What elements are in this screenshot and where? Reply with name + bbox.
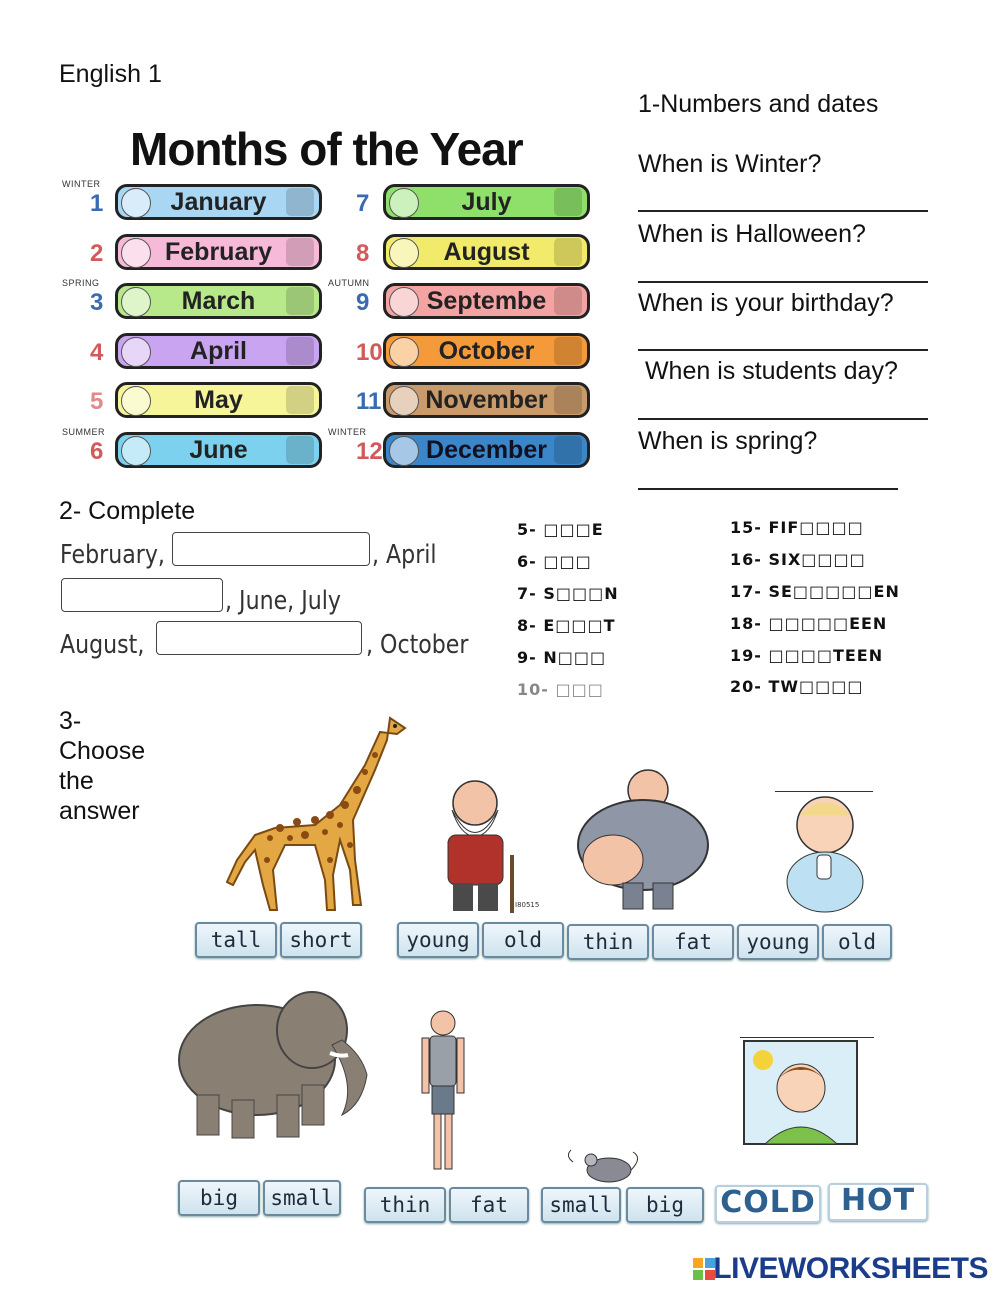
month-number: 3 [90, 289, 104, 316]
number-spelling-panel [515, 515, 995, 699]
month-name: February [165, 237, 272, 266]
number-item-19: 19- □□□□TEEN [730, 646, 884, 665]
number-item-10: 10- □□□ [517, 680, 604, 699]
month-number: 9 [356, 289, 370, 316]
month-decoration-icon [554, 287, 582, 315]
choice-cold[interactable]: COLD [715, 1185, 821, 1223]
month-name: November [425, 386, 548, 414]
month-name: January [170, 188, 267, 216]
cloze-input-march[interactable] [172, 532, 370, 566]
month-number: 11 [356, 388, 382, 415]
month-decoration-icon [121, 337, 151, 367]
month-decoration-icon [389, 188, 419, 218]
divider-line [775, 791, 873, 792]
month-name: October [438, 336, 535, 365]
month-decoration-icon [286, 386, 314, 414]
choice-small[interactable]: small [263, 1180, 341, 1216]
page-title: English 1 [59, 60, 162, 88]
month-decoration-icon [286, 238, 314, 266]
month-decoration-icon [389, 436, 419, 466]
month-decoration-icon [554, 238, 582, 266]
month-season-label: SPRING [62, 278, 100, 288]
months-chart-title: Months of the Year [130, 123, 523, 175]
choice-short[interactable]: short [280, 922, 362, 958]
choice-small[interactable]: small [541, 1187, 621, 1223]
old-man-image [420, 775, 560, 915]
month-number: 1 [90, 190, 104, 217]
choice-fat[interactable]: fat [652, 924, 734, 960]
month-decoration-icon [554, 436, 582, 464]
cloze-text-february: February, [60, 540, 165, 570]
boy-image [743, 1040, 858, 1145]
month-decoration-icon [121, 287, 151, 317]
choice-old[interactable]: old [822, 924, 892, 960]
choice-thin[interactable]: thin [364, 1187, 446, 1223]
month-season-label: SUMMER [62, 426, 105, 437]
cloze-text-august: August, [60, 630, 145, 660]
question-birthday: When is your birthday? [638, 289, 894, 317]
question-spring: When is spring? [638, 427, 818, 455]
number-item-15: 15- FIF□□□□ [730, 518, 864, 537]
month-name: Septembe [426, 287, 547, 315]
month-name: June [189, 435, 248, 464]
number-item-8: 8- E□□□T [517, 616, 616, 635]
number-item-9: 9- N□□□ [517, 648, 607, 667]
baby-image [775, 790, 875, 915]
mouse-image [563, 1148, 643, 1184]
number-item-20: 20- TW□□□□ [730, 677, 864, 696]
month-season-label: WINTER [328, 426, 367, 437]
month-season-label: AUTUMN [328, 278, 370, 288]
month-number: 8 [356, 239, 370, 267]
month-decoration-icon [389, 287, 419, 317]
number-item-7: 7- S□□□N [517, 584, 619, 603]
answer-line-halloween[interactable] [638, 281, 928, 283]
month-number: 6 [90, 437, 104, 465]
month-name: April [190, 336, 247, 365]
month-decoration-icon [554, 386, 582, 414]
section3-heading-line: answer [59, 797, 140, 825]
question-halloween: When is Halloween? [638, 220, 866, 248]
month-name: August [443, 237, 530, 266]
choice-big[interactable]: big [178, 1180, 260, 1216]
answer-line-winter[interactable] [638, 210, 928, 212]
number-item-6: 6- □□□ [517, 552, 592, 571]
month-decoration-icon [554, 337, 582, 365]
giraffe-image [215, 710, 410, 915]
section3-heading-line: 3- [59, 707, 82, 735]
choice-young[interactable]: young [737, 924, 819, 960]
month-decoration-icon [389, 337, 419, 367]
divider-line [740, 1037, 874, 1038]
cloze-text-april: , April [372, 540, 437, 570]
number-item-17: 17- SE□□□□□EN [730, 582, 900, 601]
month-decoration-icon [554, 188, 582, 216]
cloze-text-october: , October [366, 630, 469, 660]
choice-fat[interactable]: fat [449, 1187, 529, 1223]
month-name: December [426, 435, 547, 464]
liveworksheets-logo: LIVEWORKSHEETS [713, 1252, 988, 1285]
choice-old[interactable]: old [482, 922, 564, 958]
svg-text:I80515: I80515 [515, 901, 540, 909]
choice-tall[interactable]: tall [195, 922, 277, 958]
month-decoration-icon [286, 188, 314, 216]
cloze-text-june-july: , June, July [225, 586, 341, 616]
answer-line-birthday[interactable] [638, 349, 928, 351]
elephant-image [172, 975, 372, 1145]
month-name: March [181, 287, 256, 315]
choice-hot[interactable]: HOT [828, 1183, 928, 1221]
month-decoration-icon [389, 386, 419, 416]
number-item-18: 18- □□□□□EEN [730, 614, 888, 633]
month-decoration-icon [121, 436, 151, 466]
answer-line-spring[interactable] [638, 488, 898, 490]
answer-line-students-day[interactable] [638, 418, 928, 420]
month-decoration-icon [121, 188, 151, 218]
month-number: 10 [356, 338, 383, 366]
month-number: 5 [90, 388, 104, 415]
choice-young[interactable]: young [397, 922, 479, 958]
month-decoration-icon [121, 238, 151, 268]
month-name: July [461, 188, 512, 216]
month-decoration-icon [286, 287, 314, 315]
month-decoration-icon [286, 337, 314, 365]
fat-man-image [568, 765, 728, 915]
number-item-16: 16- SIX□□□□ [730, 550, 866, 569]
section1-heading: 1-Numbers and dates [638, 90, 879, 118]
section3-heading [59, 706, 145, 826]
section3-heading-line: Choose [59, 737, 146, 765]
month-decoration-icon [389, 238, 419, 268]
month-number: 12 [356, 437, 383, 465]
month-number: 7 [356, 190, 370, 217]
cloze-input-may[interactable] [61, 578, 223, 612]
month-season-label: WINTER [62, 179, 101, 189]
choice-thin[interactable]: thin [567, 924, 649, 960]
choice-big[interactable]: big [626, 1187, 704, 1223]
section3-heading-line: the [59, 767, 94, 795]
month-name: May [194, 386, 243, 414]
section2-heading: 2- Complete [59, 497, 196, 525]
month-number: 4 [90, 338, 104, 366]
question-students-day: When is students day? [638, 357, 898, 385]
question-winter: When is Winter? [638, 150, 822, 178]
month-decoration-icon [286, 436, 314, 464]
number-item-5: 5- □□□E [517, 520, 604, 539]
month-number: 2 [90, 239, 104, 267]
month-decoration-icon [121, 386, 151, 416]
cloze-input-september[interactable] [156, 621, 362, 655]
thin-man-image [410, 1008, 480, 1178]
